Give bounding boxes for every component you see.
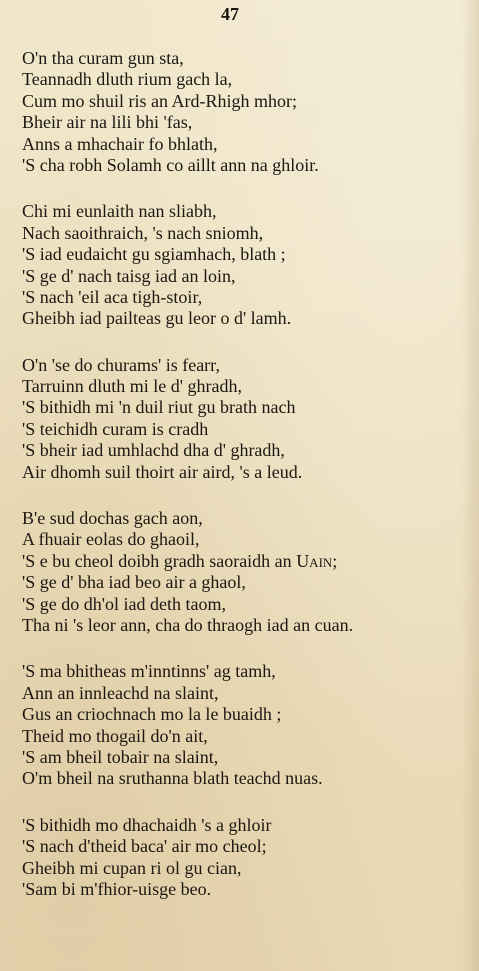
poem-line: 'Sam bi m'fhior-uisge beo. <box>22 878 212 899</box>
poem-line: Teannadh dluth rium gach la, <box>22 69 233 90</box>
poem-line: Gus an criochnach mo la le buaidh ; <box>22 704 282 725</box>
stanza <box>22 661 477 789</box>
poem-line: 'S ge d' nach taisg iad an loin, <box>22 265 236 286</box>
poem-line: Theid mo thogail do'n ait, <box>22 725 208 746</box>
poem-line: Bheir air na lili bhi 'fas, <box>22 112 193 133</box>
poem-line: 'S am bheil tobair na slaint, <box>22 746 219 767</box>
poem-line: Cum mo shuil ris an Ard-Rhigh mhor; <box>22 90 298 111</box>
poem-line: O'n 'se do churams' is fearr, <box>22 354 220 375</box>
poem-line: 'S ge d' bha iad beo air a ghaol, <box>22 572 246 593</box>
poem-line-punctuation: ; <box>332 550 338 571</box>
stanza <box>22 508 477 636</box>
poem-line: A fhuair eolas do ghaoil, <box>22 529 200 550</box>
poem-line: Tha ni 's leor ann, cha do thraogh iad an cuan. <box>22 614 354 635</box>
poem-line: Gheibh mi cupan ri ol gu cian, <box>22 857 242 878</box>
poem-line: Tarruinn dluth mi le d' ghradh, <box>22 376 242 397</box>
poem-line: O'm bheil na sruthanna blath teachd nuas. <box>22 768 323 789</box>
stanza <box>22 815 477 901</box>
poem-line: 'S ma bhitheas m'inntinns' ag tamh, <box>22 661 276 682</box>
stanza <box>22 48 477 176</box>
poem-line: 'S teichidh curam is cradh <box>22 418 209 439</box>
small-caps-word: Uain <box>296 550 333 571</box>
poem-line: 'S ge do dh'ol iad deth taom, <box>22 593 226 614</box>
poem-line: 'S nach d'theid baca' air mo cheol; <box>22 836 267 857</box>
poem-line: O'n tha curam gun sta, <box>22 48 184 68</box>
page-number: 47 <box>221 4 239 24</box>
poem-line: B'e sud dochas gach aon, <box>22 508 203 529</box>
poem-line: 'S bithidh mo dhachaidh 's a ghloir <box>22 814 272 835</box>
poem-line: 'S cha robh Solamh co aillt ann na ghloir. <box>22 154 319 175</box>
poem-line <box>22 551 477 572</box>
poem <box>22 48 477 925</box>
poem-line: Chi mi eunlaith nan sliabh, <box>22 201 217 222</box>
stanza <box>22 201 477 329</box>
poem-line: Ann an innleachd na slaint, <box>22 682 219 703</box>
stanza <box>22 355 477 483</box>
poem-line: 'S nach 'eil aca tigh-stoir, <box>22 286 203 307</box>
poem-line: 'S iad eudaicht gu sgiamhach, blath ; <box>22 244 286 265</box>
poem-line: 'S bheir iad umhlachd dha d' ghradh, <box>22 440 285 461</box>
poem-line: Gheibh iad pailteas gu leor o d' lamh. <box>22 308 292 329</box>
page-edge-shadow <box>461 0 479 971</box>
poem-line: 'S bithidh mi 'n duil riut gu brath nach <box>22 397 296 418</box>
poem-line: Nach saoithraich, 's nach sniomh, <box>22 222 264 243</box>
poem-line: Air dhomh suil thoirt air aird, 's a leud. <box>22 461 303 482</box>
poem-line-text: 'S e bu cheol doibh gradh saoraidh an <box>22 550 297 571</box>
poem-line: Anns a mhachair fo bhlath, <box>22 133 218 154</box>
